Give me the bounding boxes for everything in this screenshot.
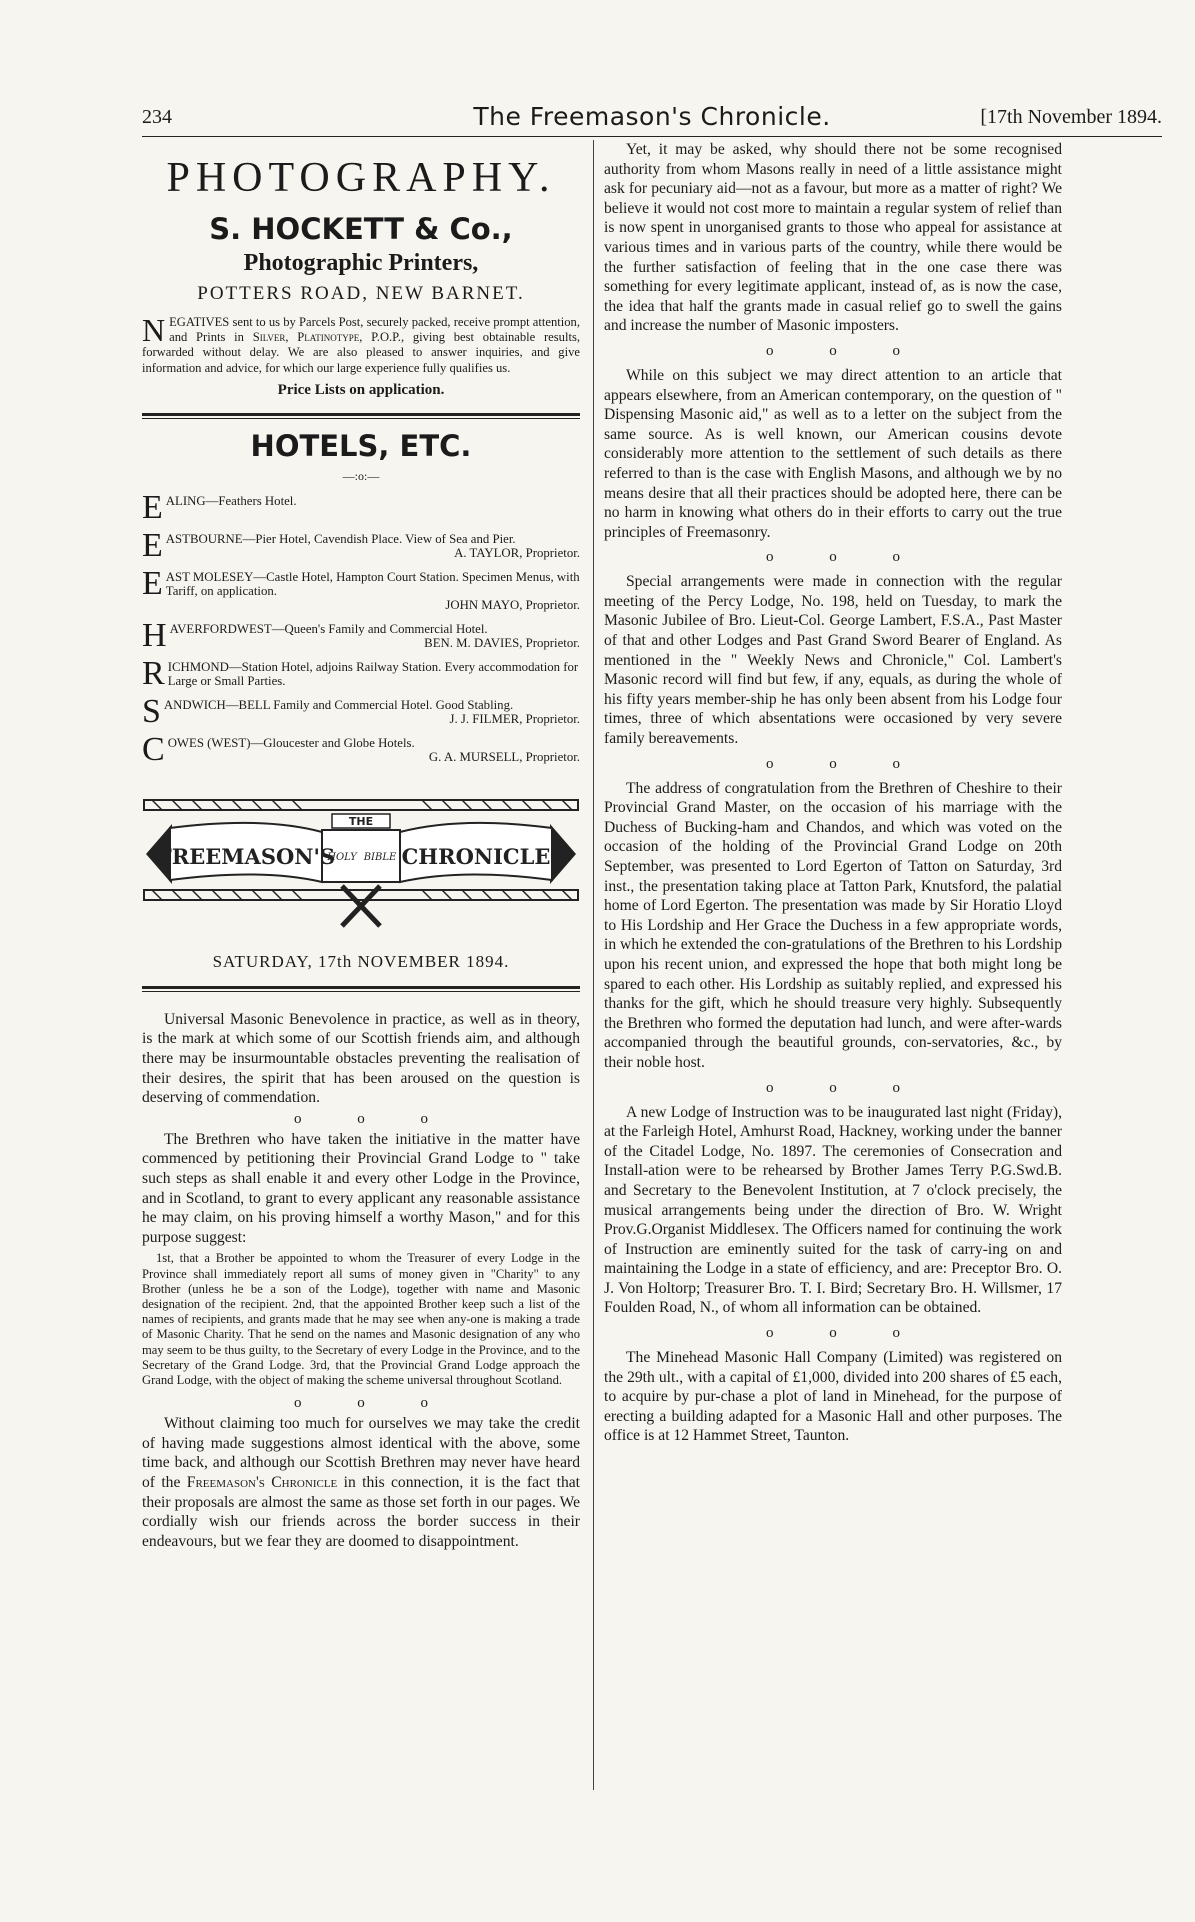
hotel-drop-cap: E [142,569,163,602]
left-column [142,140,580,1551]
right-para-5: A new Lodge of Instruction was to be inaugurated last night (Friday), at the Farleigh Hotel, Amhurst Road, Hackney, working under the banner of the Citadel Lodge, No. 1897. The ceremonies of Consecration and Install-ation were to be rehearsed by Brother James Terry P.G.Swd.B. and Secretary to the Benevolent Institution, at 7 o'clock precisely, the musical arrangements being under the direction of Bro. W. Wright Prov.G.Organist Middlesex. The Officers named for continuing the work of Instruction are eminently suited for the task of carry-ing on and maintaining the Lodge in a state of efficiency, and are: Preceptor Bro. O. J. Von Holtorp; Treasurer Bro. T. I. Bird; Secretary Bro. H. Willsmer, 17 Foulden Road, N., of whom all information can be obtained. [604,1103,1062,1317]
hotel-entry [142,494,580,522]
hotel-text: AST MOLESEY—Castle Hotel, Hampton Court Station. Specimen Menus, with Tariff, on application. [165,569,580,598]
hotel-proprietor: JOHN MAYO, Proprietor. [445,597,580,612]
left-para-4: Without claiming too much for ourselves we may take the credit of having made suggestions almost identical with the above, some time back, and although our Scottish Brethren may never have heard of the Freemason's Chronicle in this connection, it is the fact that their proposals are almost the same as those set forth in our pages. We cordially wish our friends across the border success in their endeavours, but we fear they are doomed to disappointment. [142,1415,581,1550]
masthead-freemasons: FREEMASON'S [156,843,336,869]
hotel-text: OWES (WEST)—Gloucester and Globe Hotels. [167,735,415,750]
masthead-holy: HOLY [327,851,357,863]
hotel-text: ANDWICH—BELL Family and Commercial Hotel. Good Stabling. [163,697,514,712]
right-para-4: The address of congratulation from the Brethren of Cheshire to their Provincial Grand Master, on the occasion of his marriage with the Duchess of Bucking-ham and Chandos, and which was voted on the occasion of the holding of the Provincial Grand Lodge on 20th September, was presented to Lord Egerton of Tatton on Saturday, 3rd inst., the presentation taking place at Tatton Park, Knutsford, the palatial home of Lord Egerton. The presentation was made by Sir Horatio Lloyd to His Lordship and Her Grace the Duchess in a few appropriate words, in which he extended the con-gratulations of the Brethren to his Lordship upon his recent union, and expressed the hope that both might long be spared to each other. His Lordship as suitably replied, and expressed his thanks for the gift, which he should treasure very highly. Subsequently the Brethren who formed the deputation had lunch, and were after-wards accompanied through the beautiful grounds, con-servatories, &c., by their noble host. [604,779,1062,1071]
hotel-entry [142,660,580,688]
masthead-chronicle: CHRONICLE [401,843,551,869]
hotel-proprietor: J. J. FILMER, Proprietor. [449,711,580,726]
dots-separator: o o o [766,755,926,772]
dots-separator: o o o [294,1110,454,1127]
right-para-3: Special arrangements were made in connection with the regular meeting of the Percy Lodge, No. 198, held on Tuesday, to mark the Masonic Jubilee of Bro. Lieut-Col. George Lambert, F.S.A., Past Master of that and other Lodges and Past Grand Sword Bearer of England. As mentioned in the " Weekly News and Chronicle," Col. Lambert's Masonic record will find but few, if any, equals, as during the whole of his fifty years member-ship he has only been absent from his Lodge four times, three of which absentations were occasioned by very severe family bereavements. [604,573,1062,748]
hotel-text: ASTBOURNE—Pier Hotel, Cavendish Place. View of Sea and Pier. [165,531,516,546]
drop-cap: N [142,312,166,348]
firm-subtitle: Photographic Printers, [243,250,479,276]
firm-address: POTTERS ROAD, NEW BARNET. [197,283,525,304]
masthead-the: THE [348,814,374,828]
hotel-entry [142,698,580,726]
right-column [604,140,1062,1446]
hotel-drop-cap: S [142,697,161,726]
price-lists-note: Price Lists on application. [277,381,445,398]
hotel-drop-cap: E [142,531,163,560]
hotel-entry [142,570,580,612]
hotel-entry [142,736,580,764]
dateline: SATURDAY, 17th NOVEMBER 1894. [212,951,510,971]
newspaper-title: The Freemason's Chronicle. [473,102,831,131]
dots-separator: o o o [766,1079,926,1096]
right-para-2: While on this subject we may direct attention to an article that appears elsewhere, from an American contemporary, on the question of " Dispensing Masonic aid," as well as to a letter on the subject from the same source. As is well known, our American cousins devote considerably more attention to the settlement of such details as there referred to than is the case with English Masons, and although we by no means desire that all their practices should be adopted here, there can be no harm in knowing what others do in their efforts to carry out the true principles of Freemasonry. [604,366,1062,541]
masthead-bible: BIBLE [363,851,397,863]
hotel-text: ALING—Feathers Hotel. [165,493,297,508]
right-para-6: The Minehead Masonic Hall Company (Limited) was registered on the 29th ult., with a capital of £1,000, divided into 200 shares of £5 each, to acquire by pur-chase a plot of land in Minehead, for the purpose of erecting a building adapted for a Masonic Hall and other purposes. The office is at 12 Hammet Street, Taunton. [604,1349,1062,1445]
hotel-drop-cap: R [142,659,165,688]
dots-separator: o o o [766,549,926,566]
hotel-drop-cap: C [142,735,165,764]
left-para-1: Universal Masonic Benevolence in practice, as well as in theory, is the mark at which some of our Scottish friends aim, and although there may be insurmountable obstacles preventing the realisation of their desires, the spirit that has been aroused on the question is deserving of commendation. [142,1010,580,1107]
photo-ad-body: NEGATIVES sent to us by Parcels Post, securely packed, receive prompt attention, and Prints in Silver, Platinotype, P.O.P., giving best obtainable results, forwarded without delay. We are also pleased to answer inquiries, and give information and advice, for which our large experience fully qualifies us. [142,312,581,375]
hotel-proprietor: A. TAYLOR, Proprietor. [454,545,580,560]
issue-date: [17th November 1894. [980,106,1162,128]
section-rule [142,413,580,416]
dots-separator: o o o [766,342,926,359]
hotels-heading: HOTELS, ETC. [250,428,472,463]
page-number: 234 [142,106,172,128]
hotel-entry [142,622,580,650]
hotel-text: ICHMOND—Station Hotel, adjoins Railway Station. Every accommodation for Large or Small Parties. [167,659,579,688]
masthead [142,794,580,934]
page-header [142,102,1162,134]
hotel-entry [142,532,580,560]
column-rule [593,140,594,1790]
ornament: —:o:— [342,468,380,483]
right-para-1: Yet, it may be asked, why should there not be some recognised authority from whom Masons really in need of a little assistance might ask for pecuniary aid—not as a favour, but more as a matter of right? We believe it would not cost more to maintain a regular system of relief than is now spent in unorganised grants to those who appeal for assistance at various times and in various parts of the country, while there would be the further satisfaction of feeling that in the one case there was something for every legitimate applicant, instead of, as is now the case, the idea that half the grants made in casual relief go to swell the gains and increase the number of Masonic imposters. [604,141,1062,335]
photography-heading: PHOTOGRAPHY. [166,155,556,201]
hotel-proprietor: BEN. M. DAVIES, Proprietor. [424,635,580,650]
firm-name: S. HOCKETT & Co., [209,212,513,246]
hotel-text: AVERFORDWEST—Queen's Family and Commercial Hotel. [169,621,488,636]
masthead-banner [142,794,580,934]
left-suggestions: 1st, that a Brother be appointed to whom the Treasurer of every Lodge in the Province shall immediately report all sums of money given in "Charity" to any Brother (unless he be a son of the Lodge), together with name and Masonic designation of the recipient. 2nd, that the appointed Brother keep such a list of the names of recipients, and grants made that he may see when any-one is making a trade of Masonic Charity. That he send on the names and Masonic designation of any who may seem to be thus guilty, to the Secretary of every Lodge in the Province, and to the Secretary of the Grand Lodge. 3rd, that the Provincial Grand Lodge approach the Grand Lodge, with the object of making the scheme universal throughout Scotland. [142,1251,580,1387]
hotel-drop-cap: H [142,621,167,650]
hotel-drop-cap: E [142,493,163,522]
header-rule [142,136,1162,137]
dots-separator: o o o [766,1325,926,1342]
hotel-list [142,494,580,764]
dots-separator: o o o [294,1395,454,1412]
left-para-2: The Brethren who have taken the initiative in the matter have commenced by petitioning their Provincial Grand Lodge to " take such steps as shall enable it and every other Lodge in the Province, and in Scotland, to grant to every applicant any reasonable assistance he may claim, on his proving himself a worthy Mason," and for this purpose suggest: [142,1130,580,1246]
hotel-proprietor: G. A. MURSELL, Proprietor. [428,749,580,764]
